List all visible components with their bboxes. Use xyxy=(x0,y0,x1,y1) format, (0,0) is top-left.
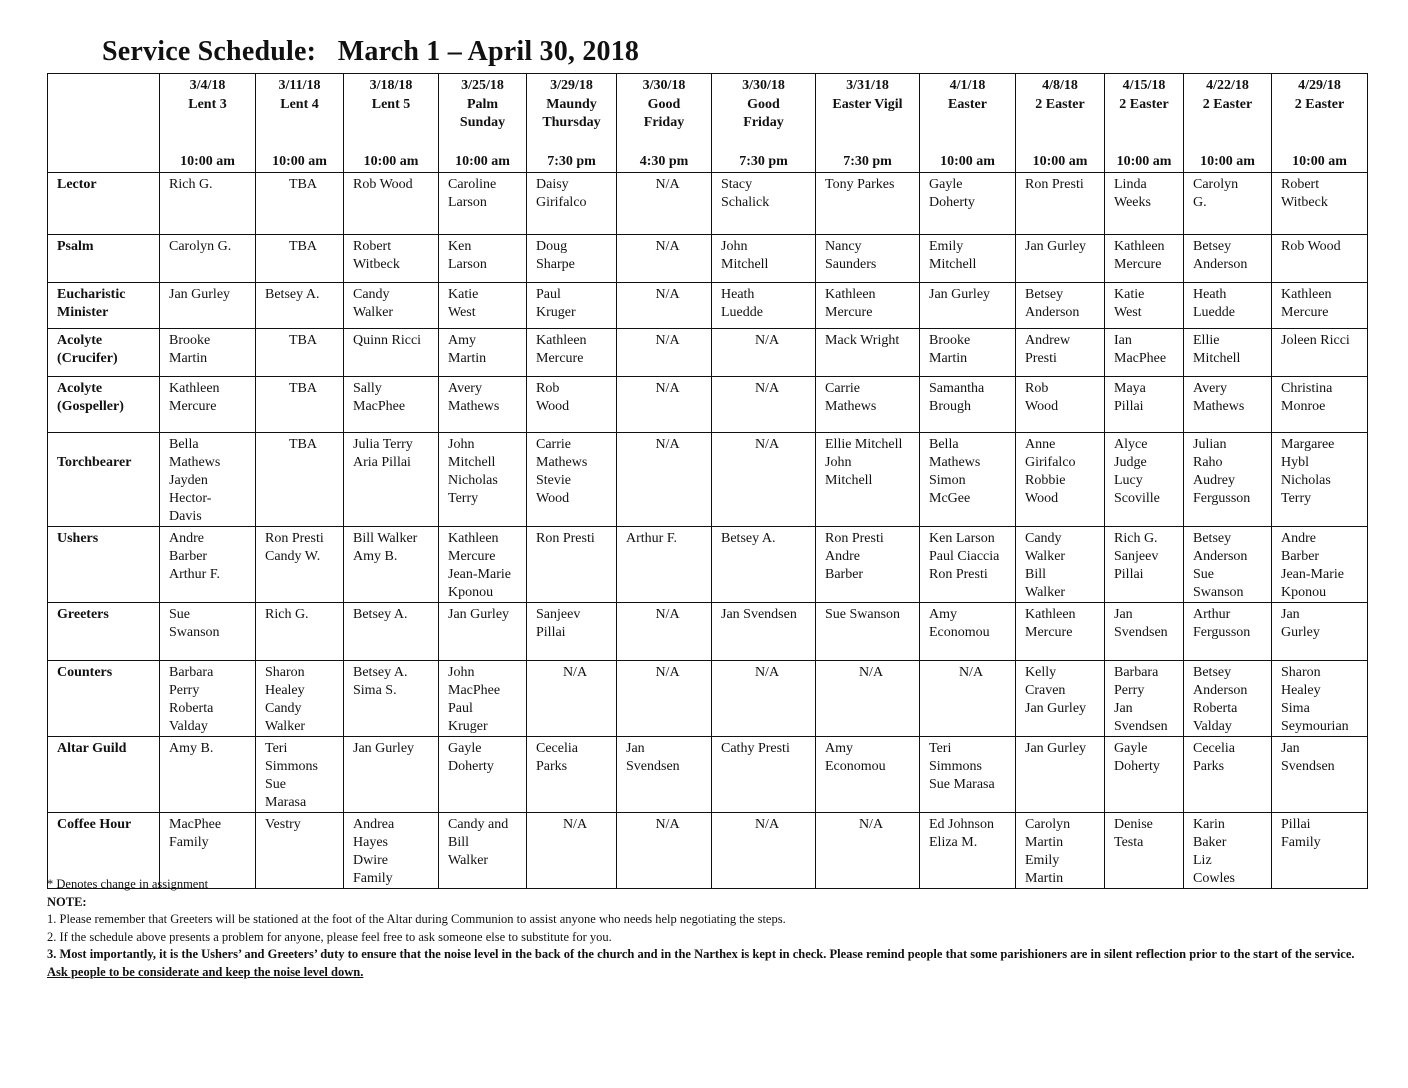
assignment-cell: N/A xyxy=(617,283,712,329)
assignment-cell: N/A xyxy=(617,603,712,661)
assignment-cell: TBA xyxy=(256,433,344,527)
assignment-cell: N/A xyxy=(816,813,920,889)
assignment-cell: Jan Gurley xyxy=(920,283,1016,329)
assignment-cell: Jan Gurley xyxy=(344,737,439,813)
assignment-cell: Amy B. xyxy=(160,737,256,813)
assignment-cell: Kathleen Mercure xyxy=(816,283,920,329)
service-name: Easter Vigil xyxy=(832,97,903,112)
assignment-cell: Andrea Hayes Dwire Family xyxy=(344,813,439,889)
service-name: Good Friday xyxy=(643,97,685,130)
assignment-cell: Avery Mathews xyxy=(1184,377,1272,433)
assignment-cell: TBA xyxy=(256,329,344,377)
assignment-cell: Tony Parkes xyxy=(816,173,920,235)
service-name: 2 Easter xyxy=(1294,97,1345,112)
assignment-cell: Katie West xyxy=(1105,283,1184,329)
assignment-cell: Amy Martin xyxy=(439,329,527,377)
column-header xyxy=(1184,74,1272,173)
assignment-cell: Kathleen Mercure xyxy=(160,377,256,433)
assignment-cell: TBA xyxy=(256,377,344,433)
assignment-cell: Ron Presti xyxy=(1016,173,1105,235)
assignment-cell: N/A xyxy=(712,433,816,527)
assignment-cell: Andre Barber Jean-Marie Kponou xyxy=(1272,527,1368,603)
service-name: Easter xyxy=(948,97,987,112)
role-label: Altar Guild xyxy=(48,737,160,813)
assignment-cell: Jan Gurley xyxy=(439,603,527,661)
assignment-cell: Brooke Martin xyxy=(160,329,256,377)
note-1: 1. Please remember that Greeters will be stationed at the foot of the Altar during Communion to assist anyone who needs help negotiating the steps. xyxy=(47,912,786,927)
assignment-cell: TBA xyxy=(256,173,344,235)
service-name: 2 Easter xyxy=(1202,97,1253,112)
service-time: 10:00 am xyxy=(363,154,419,169)
assignment-cell: Rob Wood xyxy=(1272,235,1368,283)
assignment-cell: Andrew Presti xyxy=(1016,329,1105,377)
assignment-cell: Kathleen Mercure xyxy=(1016,603,1105,661)
page-title: Service Schedule: March 1 – April 30, 2018 xyxy=(102,36,640,67)
corner-cell xyxy=(48,74,160,173)
assignment-cell: Betsey Anderson xyxy=(1184,235,1272,283)
assignment-cell: N/A xyxy=(712,377,816,433)
schedule-row xyxy=(48,737,1368,813)
assignment-cell: Teri Simmons Sue Marasa xyxy=(256,737,344,813)
role-label: Acolyte (Crucifer) xyxy=(48,329,160,377)
assignment-cell: Betsey Anderson Roberta Valday xyxy=(1184,661,1272,737)
assignment-cell: Cathy Presti xyxy=(712,737,816,813)
assignment-cell: N/A xyxy=(617,173,712,235)
assignment-cell: Maya Pillai xyxy=(1105,377,1184,433)
assignment-cell: Doug Sharpe xyxy=(527,235,617,283)
column-header xyxy=(1272,74,1368,173)
service-name: Palm Sunday xyxy=(459,97,506,130)
assignment-cell: Jan Svendsen xyxy=(617,737,712,813)
service-name: Lent 3 xyxy=(188,97,227,112)
role-label: Acolyte (Gospeller) xyxy=(48,377,160,433)
assignment-cell: N/A xyxy=(920,661,1016,737)
assignment-cell: Sanjeev Pillai xyxy=(527,603,617,661)
assignment-cell: Pillai Family xyxy=(1272,813,1368,889)
assignment-cell: Amy Economou xyxy=(816,737,920,813)
assignment-cell: Avery Mathews xyxy=(439,377,527,433)
role-label: Torchbearer xyxy=(48,433,160,527)
assignment-cell: Caroline Larson xyxy=(439,173,527,235)
assignment-cell: Brooke Martin xyxy=(920,329,1016,377)
schedule-row xyxy=(48,283,1368,329)
assignment-cell: Rob Wood xyxy=(527,377,617,433)
service-time: 10:00 am xyxy=(180,154,235,169)
service-name: Lent 4 xyxy=(280,97,319,112)
assignment-cell: Christina Monroe xyxy=(1272,377,1368,433)
assignment-cell: Heath Luedde xyxy=(712,283,816,329)
assignment-cell: Anne Girifalco Robbie Wood xyxy=(1016,433,1105,527)
assignment-cell: Ian MacPhee xyxy=(1105,329,1184,377)
assignment-cell: N/A xyxy=(617,377,712,433)
assignment-cell: N/A xyxy=(712,813,816,889)
service-date: 3/30/18 xyxy=(742,78,785,93)
assignment-cell: Carrie Mathews Stevie Wood xyxy=(527,433,617,527)
column-header xyxy=(527,74,617,173)
assignment-cell: Candy Walker Bill Walker xyxy=(1016,527,1105,603)
column-header xyxy=(344,74,439,173)
service-schedule-table xyxy=(47,73,1368,889)
service-date: 4/1/18 xyxy=(949,78,986,93)
assignment-cell: Rob Wood xyxy=(1016,377,1105,433)
assignment-cell: Sharon Healey Candy Walker xyxy=(256,661,344,737)
service-time: 10:00 am xyxy=(940,154,995,169)
schedule-row xyxy=(48,329,1368,377)
assignment-cell: Barbara Perry Roberta Valday xyxy=(160,661,256,737)
service-date: 4/15/18 xyxy=(1122,78,1166,93)
note-heading: NOTE: xyxy=(47,894,87,909)
assignment-cell: Jan Gurley xyxy=(1016,737,1105,813)
assignment-cell: Robert Witbeck xyxy=(1272,173,1368,235)
assignment-cell: N/A xyxy=(617,813,712,889)
assignment-cell: Ron Presti xyxy=(527,527,617,603)
assignment-cell: N/A xyxy=(816,661,920,737)
role-label: Coffee Hour xyxy=(48,813,160,889)
assignment-cell: Kathleen Mercure xyxy=(1105,235,1184,283)
service-date: 4/29/18 xyxy=(1298,78,1341,93)
schedule-row xyxy=(48,235,1368,283)
assignment-cell: Jan Gurley xyxy=(160,283,256,329)
assignment-cell: Sue Swanson xyxy=(816,603,920,661)
assignment-cell: Jan Svendsen xyxy=(1272,737,1368,813)
assignment-cell: Joleen Ricci xyxy=(1272,329,1368,377)
assignment-cell: Cecelia Parks xyxy=(1184,737,1272,813)
assignment-cell: Rich G. xyxy=(256,603,344,661)
assignment-cell: Jan Gurley xyxy=(1016,235,1105,283)
service-name: Lent 5 xyxy=(371,97,411,112)
role-label: Lector xyxy=(48,173,160,235)
role-label: Counters xyxy=(48,661,160,737)
schedule-row xyxy=(48,603,1368,661)
column-header xyxy=(256,74,344,173)
service-date: 3/11/18 xyxy=(278,78,321,93)
assignment-cell: N/A xyxy=(617,329,712,377)
service-date: 3/30/18 xyxy=(642,78,686,93)
role-label: Ushers xyxy=(48,527,160,603)
assignment-cell: Carolyn G. xyxy=(160,235,256,283)
assignment-cell: Betsey A. xyxy=(344,603,439,661)
service-time: 7:30 pm xyxy=(547,154,596,169)
note-3 xyxy=(47,946,1367,981)
service-time: 10:00 am xyxy=(1200,154,1255,169)
service-date: 3/4/18 xyxy=(189,78,226,93)
service-time: 10:00 am xyxy=(272,154,327,169)
assignment-cell: Sue Swanson xyxy=(160,603,256,661)
assignment-cell: TBA xyxy=(256,235,344,283)
service-date: 3/31/18 xyxy=(846,78,889,93)
service-name: Good Friday xyxy=(743,97,784,130)
assignment-cell: Betsey A. Sima S. xyxy=(344,661,439,737)
schedule-row xyxy=(48,433,1368,527)
assignment-cell: Vestry xyxy=(256,813,344,889)
assignment-cell: Ken Larson Paul Ciaccia Ron Presti xyxy=(920,527,1016,603)
assignment-cell: Sally MacPhee xyxy=(344,377,439,433)
assignment-cell: N/A xyxy=(617,433,712,527)
role-label: Greeters xyxy=(48,603,160,661)
assignment-cell: Rich G. Sanjeev Pillai xyxy=(1105,527,1184,603)
assignment-cell: MacPhee Family xyxy=(160,813,256,889)
schedule-row xyxy=(48,377,1368,433)
assignment-cell: Samantha Brough xyxy=(920,377,1016,433)
assignment-cell: Stacy Schalick xyxy=(712,173,816,235)
assignment-cell: Ellie Mitchell John Mitchell xyxy=(816,433,920,527)
assignment-cell: Ed Johnson Eliza M. xyxy=(920,813,1016,889)
assignment-cell: Carolyn G. xyxy=(1184,173,1272,235)
assignment-cell: Daisy Girifalco xyxy=(527,173,617,235)
assignment-cell: Paul Kruger xyxy=(527,283,617,329)
assignment-cell: Quinn Ricci xyxy=(344,329,439,377)
assignment-cell: Heath Luedde xyxy=(1184,283,1272,329)
assignment-cell: Kathleen Mercure xyxy=(527,329,617,377)
assignment-cell: Gayle Doherty xyxy=(920,173,1016,235)
assignment-cell: Julia Terry Aria Pillai xyxy=(344,433,439,527)
assignment-cell: N/A xyxy=(712,661,816,737)
assignment-cell: Linda Weeks xyxy=(1105,173,1184,235)
column-header xyxy=(712,74,816,173)
assignment-cell: Ron Presti Andre Barber xyxy=(816,527,920,603)
assignment-cell: Carrie Mathews xyxy=(816,377,920,433)
assignment-cell: Nancy Saunders xyxy=(816,235,920,283)
service-time: 7:30 pm xyxy=(739,154,788,169)
assignment-cell: Candy and Bill Walker xyxy=(439,813,527,889)
schedule-row xyxy=(48,527,1368,603)
assignment-cell: Arthur Fergusson xyxy=(1184,603,1272,661)
assignment-cell: Barbara Perry Jan Svendsen xyxy=(1105,661,1184,737)
notes-section xyxy=(47,876,1367,982)
schedule-row xyxy=(48,661,1368,737)
assignment-cell: Amy Economou xyxy=(920,603,1016,661)
assignment-cell: Ellie Mitchell xyxy=(1184,329,1272,377)
assignment-cell: Gayle Doherty xyxy=(439,737,527,813)
assignment-cell: Margaree Hybl Nicholas Terry xyxy=(1272,433,1368,527)
service-date: 3/29/18 xyxy=(550,78,593,93)
assignment-cell: Bill Walker Amy B. xyxy=(344,527,439,603)
assignment-cell: Andre Barber Arthur F. xyxy=(160,527,256,603)
service-time: 10:00 am xyxy=(455,154,510,169)
assignment-cell: N/A xyxy=(527,661,617,737)
assignment-cell: Carolyn Martin Emily Martin xyxy=(1016,813,1105,889)
assignment-cell: Julian Raho Audrey Fergusson xyxy=(1184,433,1272,527)
assignment-cell: Ron Presti Candy W. xyxy=(256,527,344,603)
note-2: 2. If the schedule above presents a problem for anyone, please feel free to ask someone else to substitute for you. xyxy=(47,929,612,944)
assignment-cell: N/A xyxy=(617,235,712,283)
assignment-cell: Arthur F. xyxy=(617,527,712,603)
service-name: Maundy Thursday xyxy=(542,97,601,130)
assignment-cell: Kelly Craven Jan Gurley xyxy=(1016,661,1105,737)
assignment-cell: Alyce Judge Lucy Scoville xyxy=(1105,433,1184,527)
assignment-cell: Rich G. xyxy=(160,173,256,235)
note-3-emphasis: Ask people to be considerate and keep the noise level down. xyxy=(47,964,364,979)
assignment-cell: Cecelia Parks xyxy=(527,737,617,813)
assignment-cell: Karin Baker Liz Cowles xyxy=(1184,813,1272,889)
assignment-cell: John Mitchell Nicholas Terry xyxy=(439,433,527,527)
column-header xyxy=(439,74,527,173)
assignment-cell: Mack Wright xyxy=(816,329,920,377)
header-row xyxy=(48,74,1368,173)
assignment-cell: Bella Mathews Simon McGee xyxy=(920,433,1016,527)
service-date: 4/8/18 xyxy=(1042,78,1078,93)
column-header xyxy=(816,74,920,173)
assignment-cell: N/A xyxy=(617,661,712,737)
assignment-cell: Betsey Anderson Sue Swanson xyxy=(1184,527,1272,603)
assignment-cell: Rob Wood xyxy=(344,173,439,235)
assignment-cell: John MacPhee Paul Kruger xyxy=(439,661,527,737)
assignment-cell: Candy Walker xyxy=(344,283,439,329)
service-time: 10:00 am xyxy=(1292,154,1347,169)
assignment-cell: Gayle Doherty xyxy=(1105,737,1184,813)
assignment-cell: Katie West xyxy=(439,283,527,329)
service-date: 4/22/18 xyxy=(1206,78,1249,93)
assignment-cell: Jan Svendsen xyxy=(1105,603,1184,661)
assignment-cell: Betsey Anderson xyxy=(1016,283,1105,329)
assignment-cell: N/A xyxy=(712,329,816,377)
service-time: 10:00 am xyxy=(1116,154,1172,169)
service-date: 3/18/18 xyxy=(369,78,413,93)
assignment-cell: Sharon Healey Sima Seymourian xyxy=(1272,661,1368,737)
column-header xyxy=(1016,74,1105,173)
assignment-cell: Jan Gurley xyxy=(1272,603,1368,661)
service-name: 2 Easter xyxy=(1119,97,1169,112)
assignment-cell: Robert Witbeck xyxy=(344,235,439,283)
column-header xyxy=(617,74,712,173)
assignment-cell: Kathleen Mercure Jean-Marie Kponou xyxy=(439,527,527,603)
service-time: 4:30 pm xyxy=(639,154,689,169)
assignment-cell: Ken Larson xyxy=(439,235,527,283)
assignment-cell: Teri Simmons Sue Marasa xyxy=(920,737,1016,813)
service-date: 3/25/18 xyxy=(461,78,504,93)
assignment-cell: Bella Mathews Jayden Hector- Davis xyxy=(160,433,256,527)
role-label: Eucharistic Minister xyxy=(48,283,160,329)
assignment-cell: John Mitchell xyxy=(712,235,816,283)
column-header xyxy=(160,74,256,173)
assignment-cell: Emily Mitchell xyxy=(920,235,1016,283)
assignment-cell: Kathleen Mercure xyxy=(1272,283,1368,329)
assignment-cell: Betsey A. xyxy=(256,283,344,329)
note-3-text: 3. Most importantly, it is the Ushers’ and Greeters’ duty to ensure that the noise level in the back of the church and in the Narthex is kept in check. Please remind people that some parishioners are in silent reflection prior to the start of the service. xyxy=(47,947,1355,962)
assignment-cell: Jan Svendsen xyxy=(712,603,816,661)
assignment-cell: Denise Testa xyxy=(1105,813,1184,889)
column-header xyxy=(920,74,1016,173)
service-time: 7:30 pm xyxy=(843,154,892,169)
schedule-row xyxy=(48,173,1368,235)
assignment-cell: N/A xyxy=(527,813,617,889)
change-legend: * Denotes change in assignment xyxy=(47,877,209,891)
role-label: Psalm xyxy=(48,235,160,283)
service-time: 10:00 am xyxy=(1032,154,1088,169)
column-header xyxy=(1105,74,1184,173)
assignment-cell: Betsey A. xyxy=(712,527,816,603)
service-name: 2 Easter xyxy=(1035,97,1085,112)
